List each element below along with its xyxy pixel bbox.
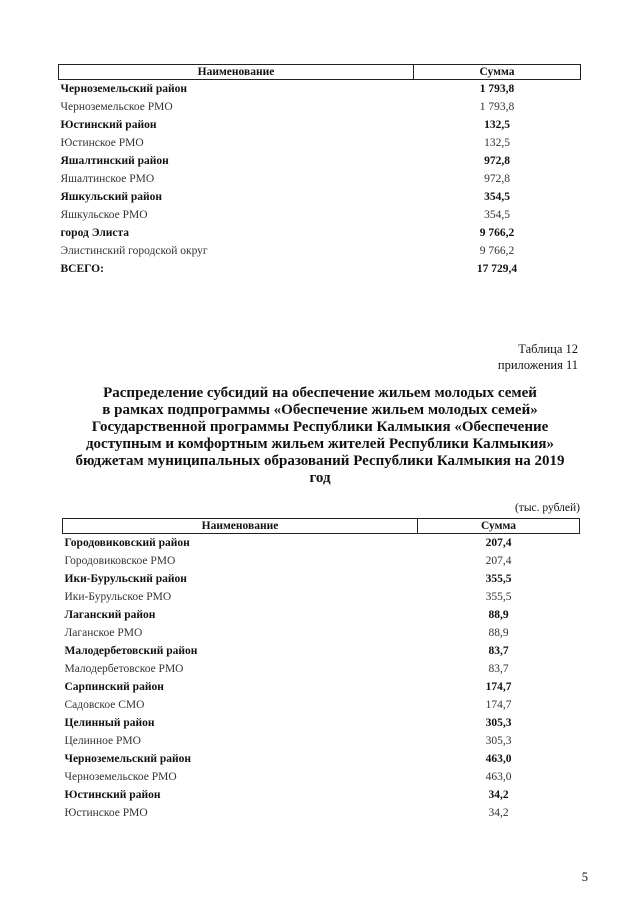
municipality-row — [59, 134, 581, 152]
row-sum: 463,0 — [485, 771, 512, 783]
row-sum: 354,5 — [484, 209, 510, 221]
table-header-row — [59, 65, 581, 80]
row-name: Малодербетовское РМО — [64, 663, 184, 675]
row-sum: 972,8 — [484, 155, 510, 167]
row-name: Яшалтинское РМО — [60, 173, 155, 185]
row-sum: 132,5 — [484, 137, 510, 149]
title-line: Государственной программы Республики Калмыкия «Обеспечение — [91, 419, 549, 435]
district-row — [63, 786, 580, 804]
district-row — [63, 642, 580, 660]
row-sum: 305,3 — [485, 717, 512, 729]
row-name: Черноземельский район — [64, 753, 192, 765]
row-name: Черноземельское РМО — [64, 771, 177, 783]
row-sum: 355,5 — [485, 573, 512, 585]
district-row — [59, 152, 581, 170]
row-sum: 207,4 — [485, 555, 512, 567]
municipality-row — [63, 660, 580, 678]
row-sum: 463,0 — [485, 753, 512, 765]
table-number: Таблица 12 — [518, 342, 578, 356]
municipality-row — [59, 98, 581, 116]
municipality-row — [63, 588, 580, 606]
row-name: Черноземельский район — [60, 83, 188, 95]
row-name: Юстинский район — [60, 119, 157, 131]
title-line: бюджетам муниципальных образований Республики Калмыкия на 2019 — [75, 453, 565, 469]
municipality-row — [63, 768, 580, 786]
table-number-label — [498, 341, 578, 373]
row-sum: 83,7 — [488, 663, 509, 675]
row-sum: 355,5 — [485, 591, 512, 603]
row-name: Ики-Бурульский район — [64, 573, 187, 585]
row-name: Яшкульский район — [60, 191, 162, 203]
row-sum: 34,2 — [488, 807, 509, 819]
row-name: Элистинский городской округ — [60, 245, 208, 257]
row-name: город Элиста — [60, 227, 130, 239]
row-sum: 9 766,2 — [479, 245, 515, 257]
appendix-number: приложения 11 — [497, 358, 578, 372]
row-name: Городовиковский район — [64, 537, 190, 549]
municipality-row — [59, 170, 581, 188]
row-sum: 83,7 — [488, 645, 509, 657]
page-number: 5 — [581, 870, 588, 884]
column-header-name: Наименование — [63, 519, 418, 534]
row-sum: 207,4 — [485, 537, 512, 549]
column-header-sum: Сумма — [418, 519, 580, 534]
district-row — [63, 606, 580, 624]
row-name: Юстинское РМО — [60, 137, 144, 149]
row-sum: 132,5 — [484, 119, 510, 131]
municipality-row — [63, 624, 580, 642]
municipality-row — [63, 696, 580, 714]
district-row — [63, 714, 580, 732]
row-sum: 1 793,8 — [479, 101, 515, 113]
district-row — [59, 116, 581, 134]
row-name: Лаганский район — [64, 609, 156, 621]
row-name: Малодербетовский район — [64, 645, 198, 657]
municipality-row — [63, 552, 580, 570]
table-body — [63, 534, 580, 823]
row-sum: 354,5 — [484, 191, 510, 203]
row-name: ВСЕГО: — [60, 263, 104, 275]
district-row — [59, 260, 581, 278]
row-sum: 174,7 — [485, 681, 512, 693]
row-sum: 9 766,2 — [479, 227, 515, 239]
municipality-row — [63, 804, 580, 822]
row-sum: 1 793,8 — [479, 83, 515, 95]
district-row — [59, 80, 581, 99]
row-sum: 305,3 — [485, 735, 512, 747]
title-line: доступным и комфортным жильем жителей Республики Калмыкия» — [85, 436, 555, 452]
district-row — [59, 188, 581, 206]
row-name: Яшкульское РМО — [60, 209, 148, 221]
row-name: Сарпинский район — [64, 681, 164, 693]
table-body — [59, 80, 581, 279]
municipality-row — [59, 242, 581, 260]
row-name: Садовское СМО — [64, 699, 145, 711]
title-line: Распределение субсидий на обеспечение жильем молодых семей — [103, 385, 537, 401]
row-sum: 88,9 — [488, 627, 509, 639]
row-sum: 174,7 — [485, 699, 512, 711]
row-sum: 34,2 — [488, 789, 509, 801]
row-sum: 972,8 — [484, 173, 510, 185]
table-title — [60, 385, 580, 487]
row-name: Юстинский район — [64, 789, 161, 801]
district-row — [63, 534, 580, 553]
units-note: (тыс. рублей) — [514, 502, 580, 514]
district-row — [63, 678, 580, 696]
allocation-table-continued — [58, 64, 581, 278]
title-line: год — [309, 470, 331, 486]
column-header-sum: Сумма — [414, 65, 581, 80]
municipality-row — [59, 206, 581, 224]
district-row — [63, 570, 580, 588]
row-name: Юстинское РМО — [64, 807, 148, 819]
row-name: Городовиковское РМО — [64, 555, 176, 567]
district-row — [63, 750, 580, 768]
district-row — [59, 224, 581, 242]
title-line: в рамках подпрограммы «Обеспечение жильем молодых семей» — [102, 402, 538, 418]
row-sum: 88,9 — [488, 609, 509, 621]
row-name: Целинный район — [64, 717, 155, 729]
allocation-table — [62, 518, 580, 822]
table-header-row — [63, 519, 580, 534]
municipality-row — [63, 732, 580, 750]
column-header-name: Наименование — [59, 65, 414, 80]
row-sum: 17 729,4 — [476, 263, 518, 275]
row-name: Черноземельское РМО — [60, 101, 173, 113]
row-name: Лаганское РМО — [64, 627, 143, 639]
row-name: Целинное РМО — [64, 735, 141, 747]
row-name: Ики-Бурульское РМО — [64, 591, 172, 603]
row-name: Яшалтинский район — [60, 155, 169, 167]
